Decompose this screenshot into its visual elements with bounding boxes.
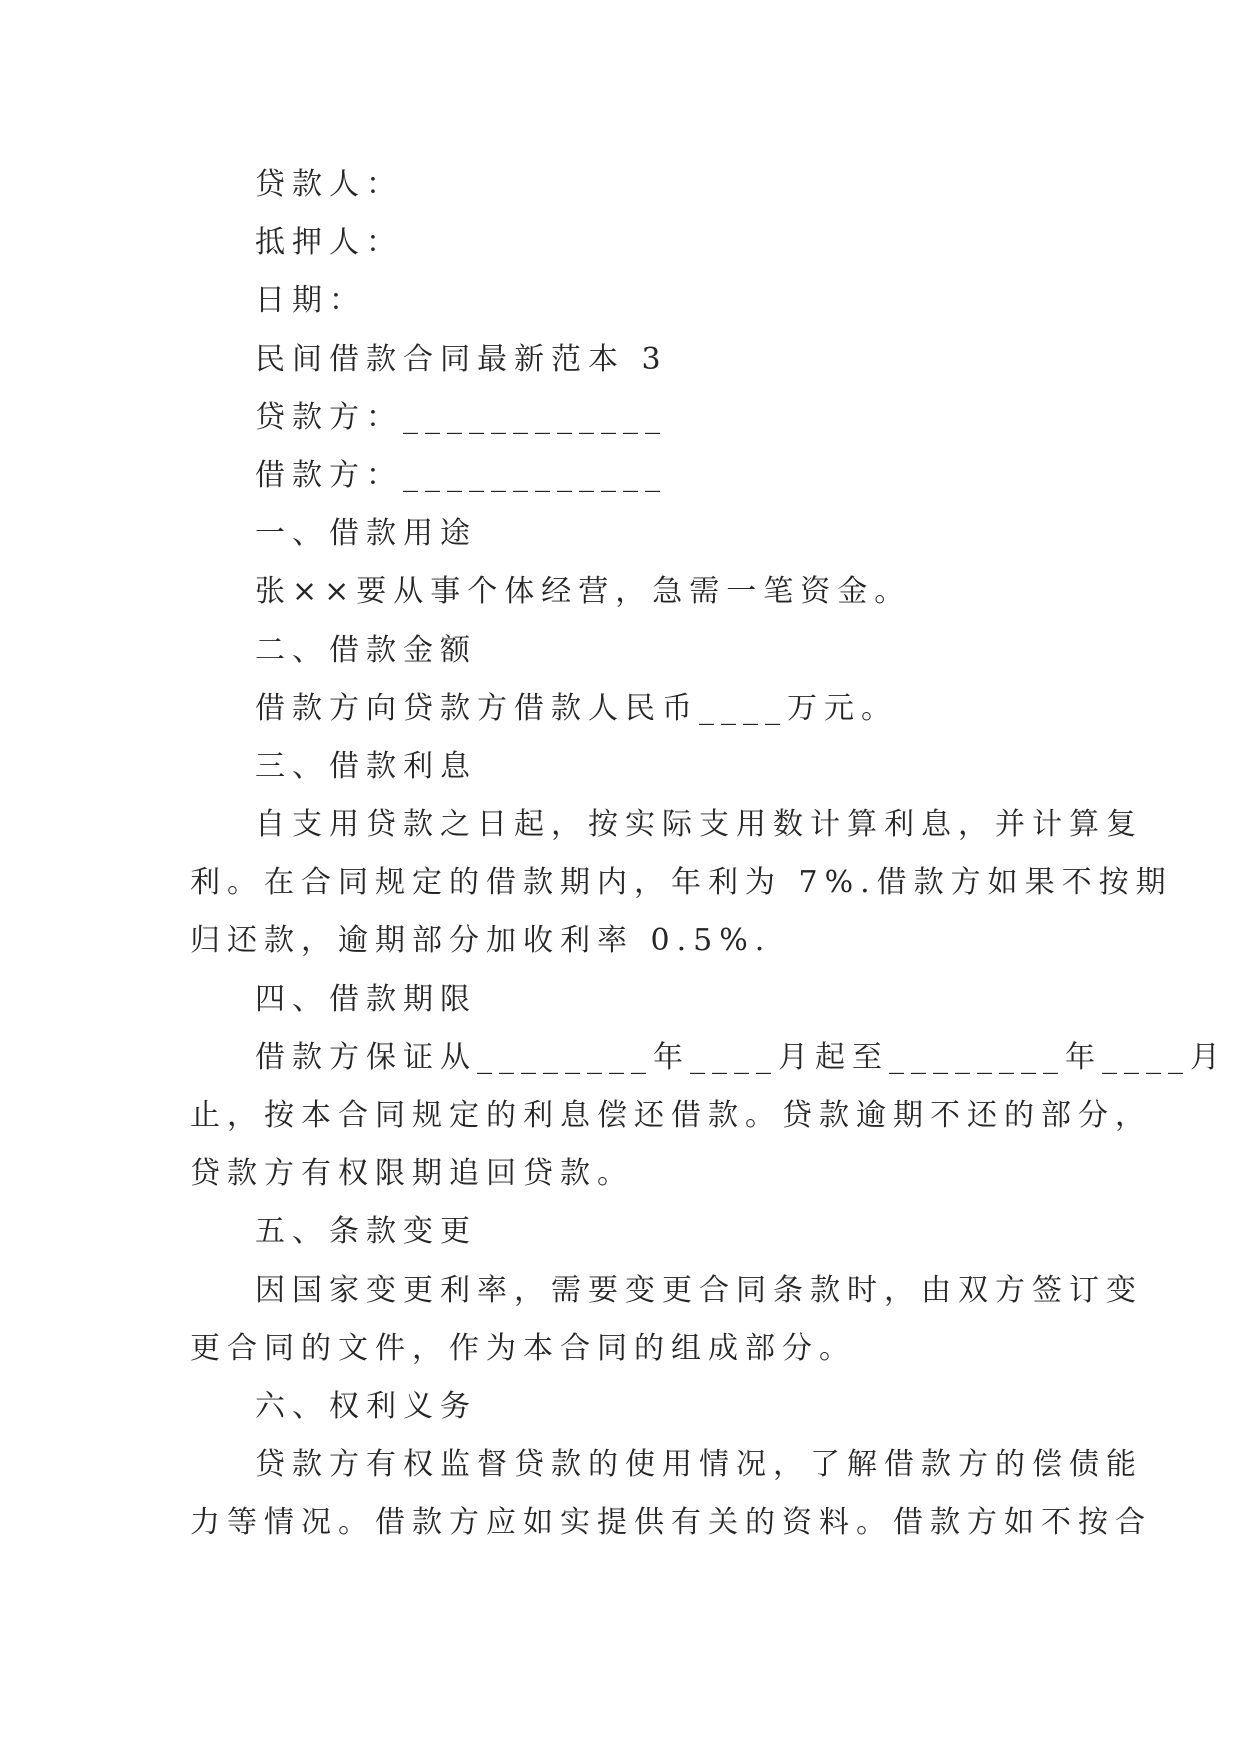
document-line: 贷款方有权监督贷款的使用情况，了解借款方的偿债能 (255, 1447, 1143, 1483)
document-line: 民间借款合同最新范本 3 (255, 341, 668, 377)
document-line: 抵押人： (255, 225, 403, 261)
document-line: 贷款方有权限期追回贷款。 (190, 1156, 634, 1192)
document-line: 利。在合同规定的借款期内，年利为 7%.借款方如果不按期 (190, 865, 1173, 901)
document-line: 更合同的文件，作为本合同的组成部分。 (190, 1330, 856, 1366)
document-line: 借款方：____________ (255, 457, 667, 493)
document-line: 日期： (255, 283, 366, 319)
document-line: 四、借款期限 (255, 981, 477, 1017)
document-line: 五、条款变更 (255, 1214, 477, 1250)
document-line: 二、借款金额 (255, 632, 477, 668)
document-body (190, 156, 1227, 1553)
document-line: 自支用贷款之日起，按实际支用数计算利息，并计算复 (255, 807, 1143, 843)
document-line: 力等情况。借款方应如实提供有关的资料。借款方如不按合 (190, 1505, 1152, 1541)
document-line: 借款方向贷款方借款人民币____万元。 (255, 690, 898, 726)
document-line: 因国家变更利率，需要变更合同条款时，由双方签订变 (255, 1272, 1143, 1308)
document-line: 贷款人： (255, 167, 403, 202)
document-line: 三、借款利息 (255, 748, 477, 784)
document-line: 六、权利义务 (255, 1388, 477, 1424)
document-line: 张××要从事个体经营，急需一笔资金。 (255, 574, 912, 610)
document-line: 借款方保证从________年____月起至________年____月 (255, 1039, 1227, 1075)
document-line: 止，按本合同规定的利息偿还借款。贷款逾期不还的部分， (190, 1098, 1152, 1133)
document-line: 贷款方：____________ (255, 399, 667, 435)
document-line: 一、借款用途 (255, 516, 477, 552)
document-line: 归还款，逾期部分加收利率 0.5%. (190, 923, 772, 959)
